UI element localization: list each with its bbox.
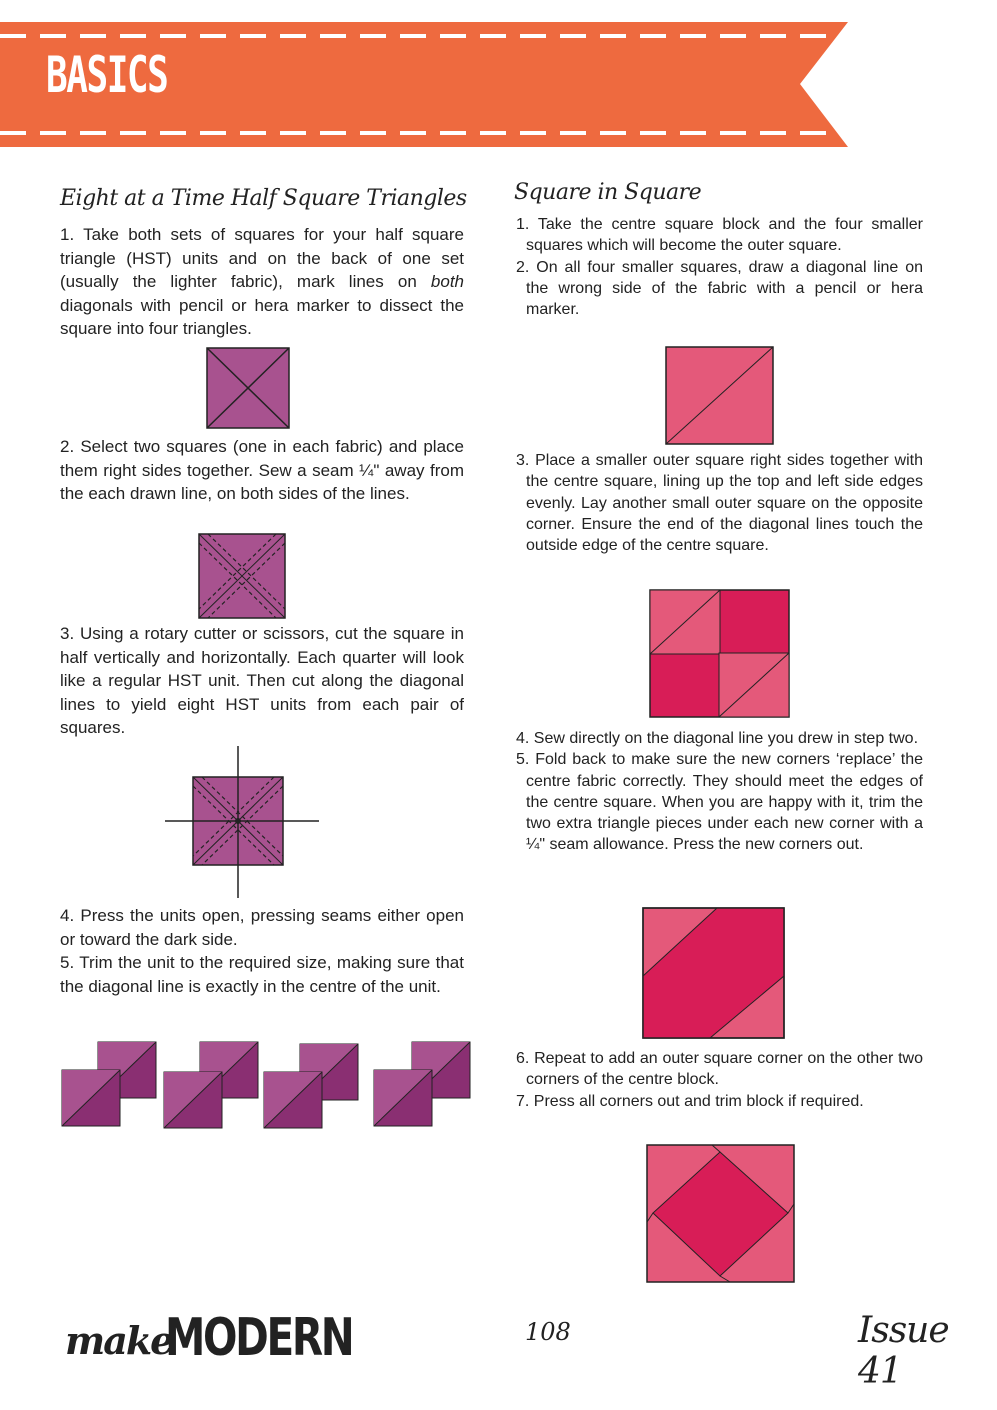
marked-square-figure [206,347,290,429]
left-step-5: 5. Trim the unit to the required size, making sure that the diagonal line is exactly in the centre of the unit. [60,953,464,996]
square-in-square-figure [646,1144,796,1284]
right-step-5: 5. Fold back to make sure the new corners ‘replace’ the centre fabric correctly. They should meet the edges of the centre square. When you are happy with it, trim the two extra triangle pieces under each new corner with a ¼" seam allowance. Press the new corners out. [516,751,923,854]
left-step-1-emphasis: both [430,272,464,291]
page-number: 108 [525,1318,571,1346]
left-heading: Eight at a Time Half Square Triangles [60,186,467,211]
logo-make: make [65,1318,173,1363]
left-step-1: 1. Take both sets of squares for your half square triangle (HST) units and on the back of one set (usually the lighter fabric), mark lines on both diagonals with pencil or hera marker to dissect the square into four triangles. [60,225,464,338]
cutting-figure [165,746,319,898]
logo-modern: MODERN [165,1308,353,1368]
hst-units-figure [60,1040,472,1132]
right-step-6: 6. Repeat to add an outer square corner on the other two corners of the centre block. [516,1050,923,1089]
right-step-2: 2. On all four smaller squares, draw a diagonal line on the wrong side of the fabric with a pencil or hera marker. [516,258,923,319]
diagonal-square-figure [665,346,775,446]
brand-logo [65,1308,355,1368]
left-step-2: 2. Select two squares (one in each fabric) and place them right sides together. Sew a seam ¼" away from the each drawn line, on both sides of the lines. [60,437,464,503]
page-title: BASICS [46,46,168,104]
right-heading: Square in Square [514,180,702,205]
sewn-square-figure [198,533,286,619]
right-step-3: 3. Place a smaller outer square right sides together with the centre square, lining up the top and left side edges evenly. Lay another small outer square on the opposite corner. Ensure the end of the diagonal lines touch the outside edge of the centre square. [516,452,923,555]
corners-pressed-figure [642,907,786,1040]
right-step-1: 1. Take the centre square block and the four smaller squares which will become the outer square. [516,216,923,255]
left-step-4: 4. Press the units open, pressing seams either open or toward the dark side. [60,906,464,949]
corners-placed-figure [649,589,791,719]
right-step-4: 4. Sew directly on the diagonal line you drew in step two. [516,730,919,747]
left-step-3: 3. Using a rotary cutter or scissors, cut the square in half vertically and horizontally. Each quarter will look like a regular HST unit. Then cut along the diagonal lines to yield eight HST units from each pair of squares. [60,624,464,737]
right-step-7: 7. Press all corners out and trim block if required. [516,1092,864,1110]
issue-label: Issue 41 [858,1310,949,1392]
